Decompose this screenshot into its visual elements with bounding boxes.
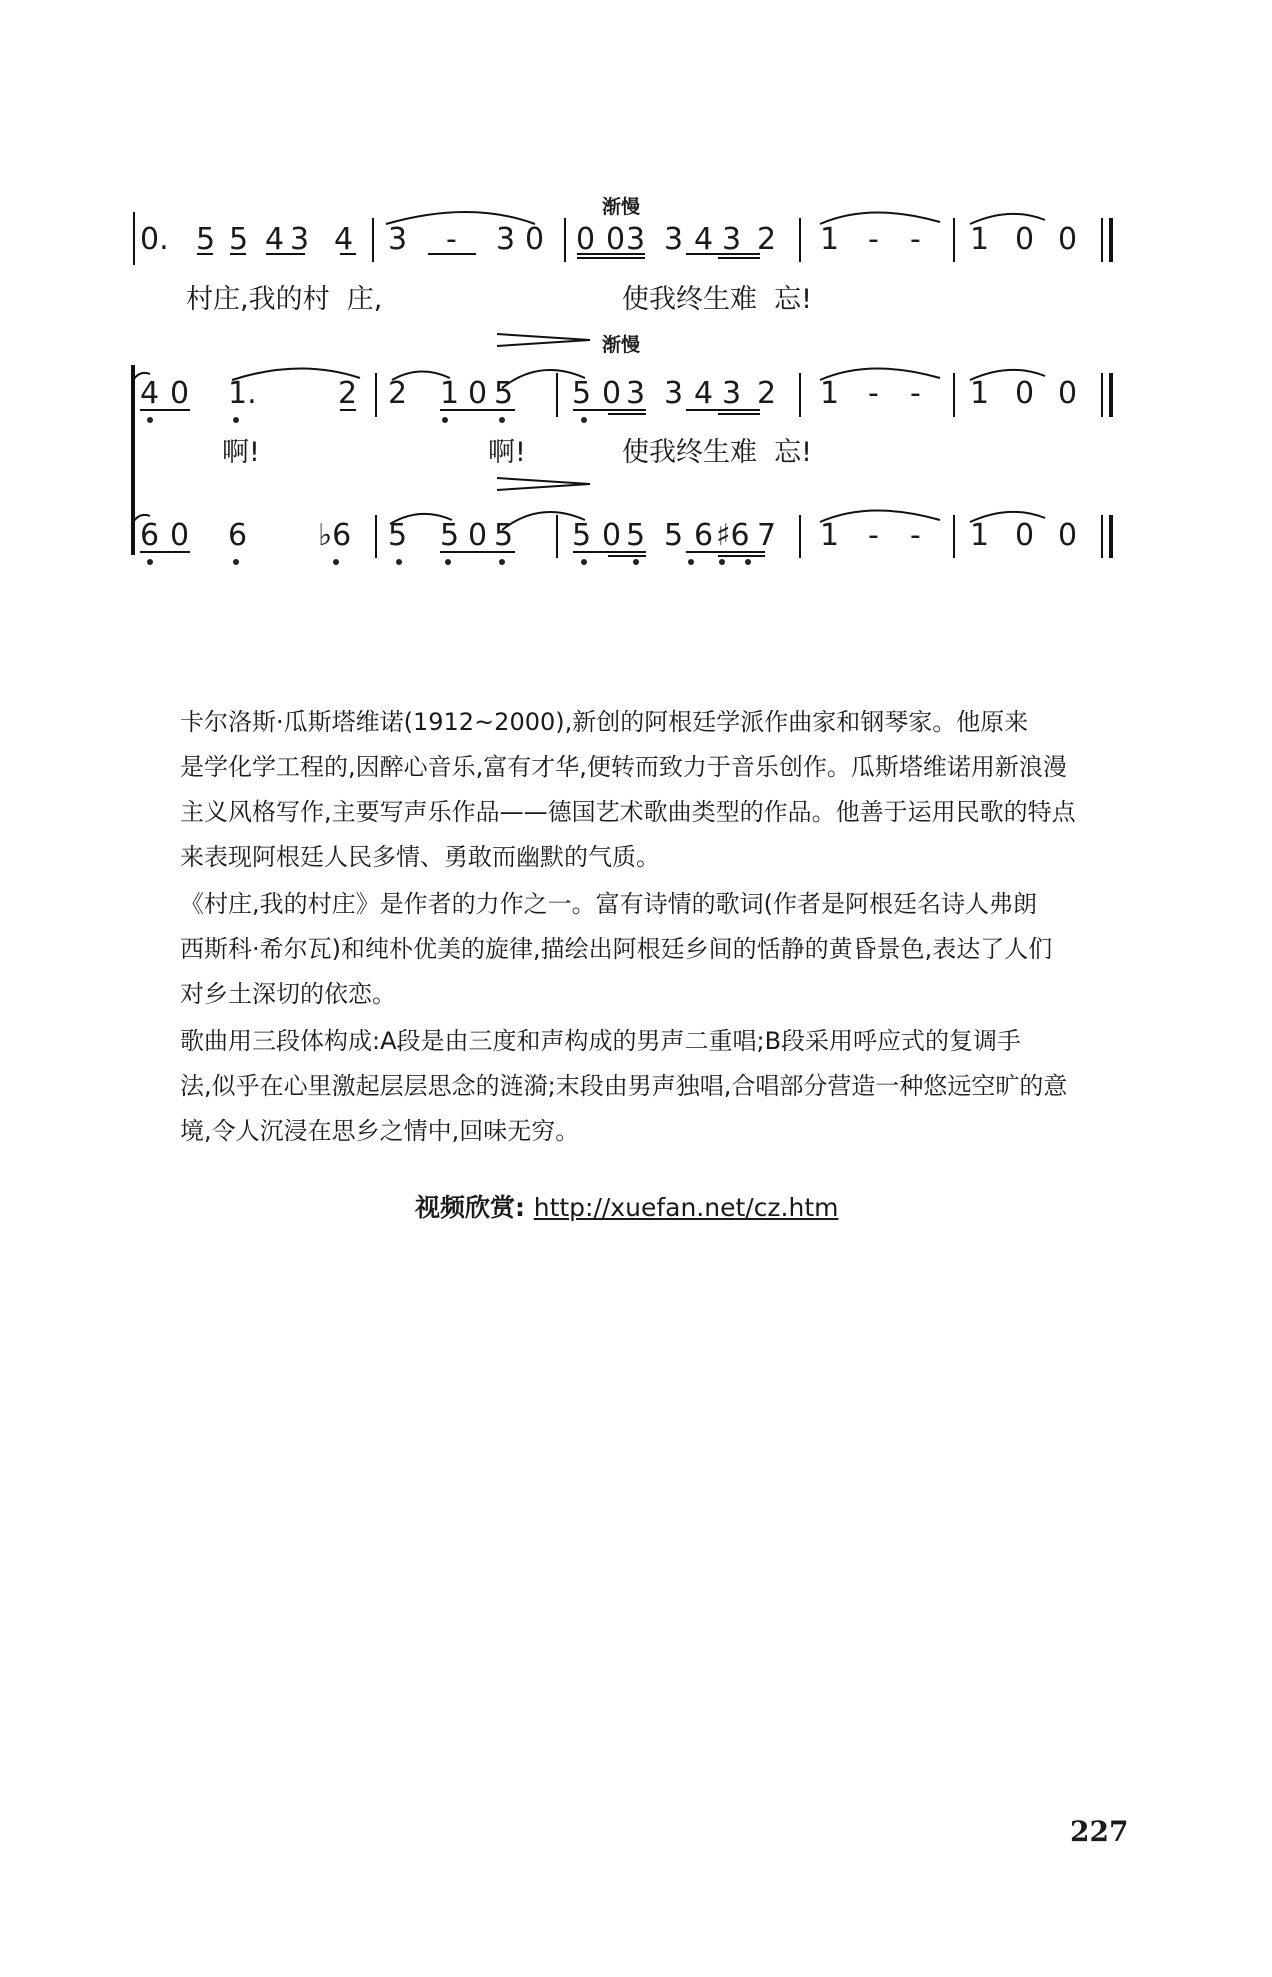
paragraph-line: 西斯科·希尔瓦)和纯朴优美的旋律,描绘出阿根廷乡间的恬静的黄昏景色,表达了人们 <box>180 935 1053 963</box>
note: 1 <box>820 376 840 411</box>
note: 7 <box>757 518 777 553</box>
paragraph-line: 对乡土深切的依恋。 <box>180 980 396 1008</box>
lyric-line2-c: 使我终生难 忘! <box>622 437 812 468</box>
video-link-line <box>415 1188 839 1224</box>
note: 1 <box>970 376 990 411</box>
paragraph-line: 来表现阿根廷人民多情、勇敢而幽默的气质。 <box>180 843 660 871</box>
note: 1 <box>970 222 990 257</box>
note: 0 <box>1058 222 1078 257</box>
note: 0 <box>1058 518 1078 553</box>
note: 0 <box>1015 518 1035 553</box>
note: - <box>868 518 879 553</box>
note: 4 <box>140 376 160 411</box>
note: - <box>446 222 457 257</box>
note: 5 <box>572 518 592 553</box>
note: 5 <box>229 222 249 257</box>
note: 3 <box>626 376 646 411</box>
note: - <box>910 518 921 553</box>
note: 3 <box>496 222 516 257</box>
note: 1 <box>820 222 840 257</box>
note: 4 <box>694 376 714 411</box>
note: ♯6 <box>716 518 750 553</box>
note: 0 <box>602 518 622 553</box>
note: 5 <box>440 518 460 553</box>
paragraph-3 <box>180 1019 1110 1154</box>
note: 3 <box>664 376 684 411</box>
note: 0 <box>1015 376 1035 411</box>
lyric-line1-b: 使我终生难 忘! <box>622 284 812 315</box>
paragraph-line: 卡尔洛斯·瓜斯塔维诺(1912~2000),新创的阿根廷学派作曲家和钢琴家。他原来 <box>180 708 1029 736</box>
lyric-line2-a: 啊! <box>222 437 260 468</box>
note: 0 <box>525 222 545 257</box>
paragraph-line: 歌曲用三段体构成:A段是由三度和声构成的男声二重唱;B段采用呼应式的复调手 <box>180 1027 1022 1055</box>
note: 2 <box>338 376 358 411</box>
paragraph-line: 法,似乎在心里激起层层思念的涟漪;末段由男声独唱,合唱部分营造一种悠远空旷的意 <box>180 1072 1068 1100</box>
note: 6 <box>228 518 248 553</box>
page-number: 227 <box>1070 1815 1129 1848</box>
video-label: 视频欣赏: <box>415 1193 525 1222</box>
note: - <box>910 376 921 411</box>
note: 3 <box>290 222 310 257</box>
note: 0 <box>606 222 626 257</box>
lyric-line1-a: 村庄,我的村 庄, <box>186 284 383 315</box>
note: 0 <box>602 376 622 411</box>
note: 5 <box>664 518 684 553</box>
paragraph-2 <box>180 882 1110 1017</box>
note: 5 <box>626 518 646 553</box>
note: 2 <box>388 376 408 411</box>
note: 3 <box>722 222 742 257</box>
note: - <box>910 222 921 257</box>
note: 3 <box>388 222 408 257</box>
note: 0 <box>468 376 488 411</box>
note: 1 <box>440 376 460 411</box>
note: 0 <box>576 222 596 257</box>
note: 2 <box>757 222 777 257</box>
note: 0 <box>170 518 190 553</box>
note: 3 <box>626 222 646 257</box>
tempo-mark: 渐慢 <box>602 334 641 356</box>
note: 6 <box>140 518 160 553</box>
note: 1 <box>820 518 840 553</box>
note: ♭6 <box>318 518 352 553</box>
note: 2 <box>757 376 777 411</box>
note: 4 <box>265 222 285 257</box>
note: 0 <box>468 518 488 553</box>
paragraph-line: 《村庄,我的村庄》是作者的力作之一。富有诗情的歌词(作者是阿根廷名诗人弗朗 <box>180 890 1037 918</box>
note: 5 <box>572 376 592 411</box>
note: 3 <box>722 376 742 411</box>
note: 5 <box>196 222 216 257</box>
paragraph-line: 是学化学工程的,因醉心音乐,富有才华,便转而致力于音乐创作。瓜斯塔维诺用新浪漫 <box>180 753 1067 781</box>
lyric-line2-b: 啊! <box>488 437 526 468</box>
note: 1 <box>970 518 990 553</box>
note: 1. <box>228 376 257 411</box>
note: - <box>868 222 879 257</box>
paragraph-line: 境,令人沉浸在思乡之情中,回味无穷。 <box>180 1117 580 1145</box>
note: 3 <box>664 222 684 257</box>
note: 0 <box>170 376 190 411</box>
video-url-link[interactable]: http://xuefan.net/cz.htm <box>533 1193 839 1222</box>
note: 5 <box>388 518 408 553</box>
paragraph-1 <box>180 700 1110 880</box>
note: 6 <box>694 518 714 553</box>
note: - <box>868 376 879 411</box>
note: 4 <box>334 222 354 257</box>
note: 5 <box>494 518 514 553</box>
note: 4 <box>694 222 714 257</box>
slurs-staff1 <box>386 212 1045 224</box>
paragraph-line: 主义风格写作,主要写声乐作品——德国艺术歌曲类型的作品。他善于运用民歌的特点 <box>180 798 1076 826</box>
note: 5 <box>494 376 514 411</box>
note: 0 <box>1058 376 1078 411</box>
note: 0 <box>1015 222 1035 257</box>
tempo-mark: 渐慢 <box>602 196 641 218</box>
note: 0. <box>140 222 169 257</box>
